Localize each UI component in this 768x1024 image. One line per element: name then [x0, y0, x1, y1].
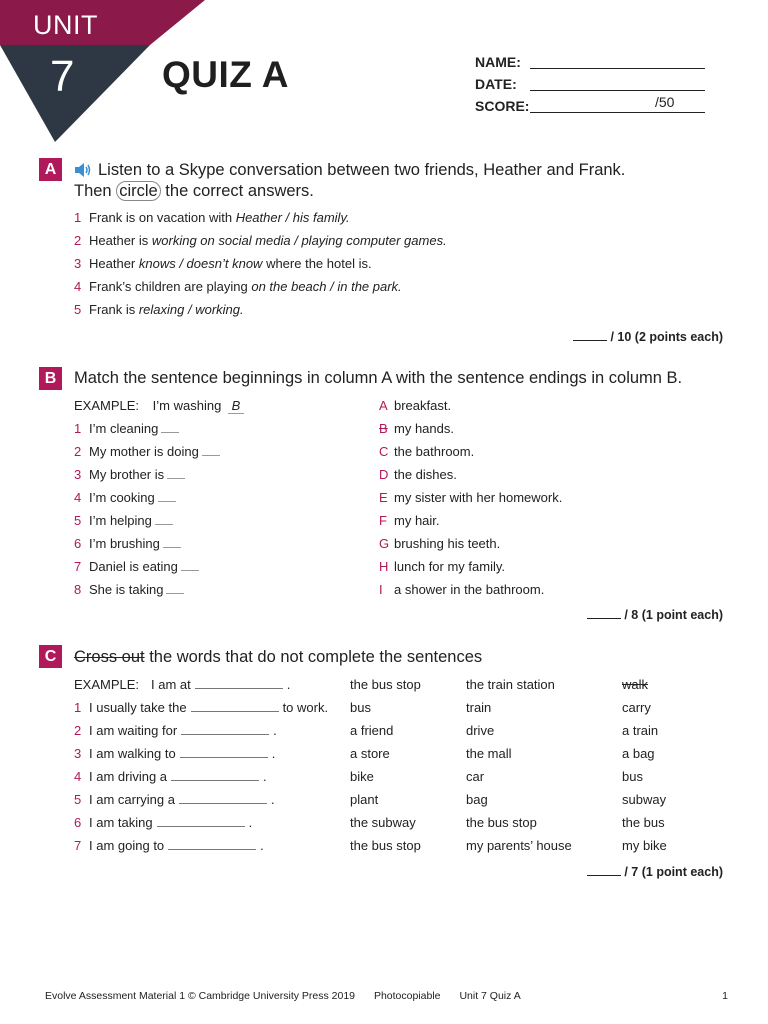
heading-text: the words that do not complete the sentences	[144, 648, 483, 666]
item-text: breakfast.	[394, 398, 452, 413]
item-letter: A	[379, 398, 388, 413]
date-label: DATE:	[475, 76, 517, 92]
score-text: / 10 (2 points each)	[610, 330, 723, 344]
question-text: .	[263, 769, 267, 784]
photocopiable-text: Photocopiable	[373, 990, 441, 1002]
question-number: 4	[74, 279, 82, 294]
item-text: I’m cooking	[89, 490, 155, 505]
item-letter: B	[379, 421, 388, 436]
option-1[interactable]: a friend	[350, 723, 394, 738]
option-3[interactable]: bus	[622, 769, 643, 784]
answer-blank[interactable]	[167, 478, 185, 479]
item-number: 2	[74, 444, 82, 459]
item-text: the bathroom.	[394, 444, 475, 459]
answer-blank[interactable]	[195, 688, 283, 689]
col-b-item	[379, 398, 451, 413]
example-label: EXAMPLE:	[74, 398, 140, 413]
option-3[interactable]: carry	[622, 700, 651, 715]
option-3[interactable]: a train	[622, 723, 659, 738]
option-1[interactable]: plant	[350, 792, 379, 807]
question-a2	[74, 233, 447, 251]
name-label: NAME:	[475, 54, 521, 70]
question-text: I am driving a	[89, 769, 168, 784]
col-b-item	[379, 490, 562, 505]
item-text: my hair.	[394, 513, 440, 528]
answer-blank[interactable]	[171, 780, 259, 781]
col-b-item	[379, 421, 454, 436]
answer-blank[interactable]	[157, 826, 245, 827]
question-number: 1	[74, 700, 82, 715]
score-blank[interactable]	[587, 875, 621, 876]
score-line[interactable]	[530, 112, 705, 113]
col-b-item	[379, 559, 505, 574]
footer	[45, 990, 537, 1002]
option-1[interactable]: the subway	[350, 815, 416, 830]
heading-text: the correct answers.	[160, 182, 314, 200]
question-a5	[74, 302, 244, 320]
page-title: QUIZ A	[162, 54, 290, 95]
question-a1	[74, 210, 350, 228]
answer-options[interactable]: working on social media / playing computer games.	[151, 233, 447, 248]
example-label: EXAMPLE:	[74, 677, 140, 692]
section-b-heading: Match the sentence beginnings in column A with the sentence endings in column B.	[74, 369, 683, 387]
item-text: I’m cleaning	[89, 421, 159, 436]
question-c3	[74, 746, 275, 761]
question-number: 2	[74, 723, 82, 738]
item-text: My brother is	[89, 467, 165, 482]
option-2[interactable]: bag	[466, 792, 488, 807]
option-2[interactable]: drive	[466, 723, 495, 738]
question-text: I usually take the	[89, 700, 187, 715]
score-total: /50	[655, 94, 675, 110]
col-a-item	[74, 467, 185, 482]
answer-blank[interactable]	[180, 757, 268, 758]
item-number: 8	[74, 582, 82, 597]
item-text: brushing his teeth.	[394, 536, 501, 551]
question-a4	[74, 279, 402, 297]
question-a3	[74, 256, 372, 274]
item-letter: G	[379, 536, 390, 551]
option-2[interactable]: train	[466, 700, 492, 715]
score-text: / 7 (1 point each)	[624, 865, 723, 879]
item-text: Daniel is eating	[89, 559, 178, 574]
section-a-badge: A	[39, 158, 62, 181]
example-row	[74, 677, 290, 692]
example-row	[74, 398, 244, 414]
speaker-icon[interactable]	[74, 163, 92, 177]
question-text: I am walking to	[89, 746, 176, 761]
question-text: .	[270, 792, 275, 807]
col-a-item	[74, 536, 181, 551]
name-field[interactable]	[475, 54, 710, 74]
item-text: the dishes.	[394, 467, 457, 482]
answer-blank[interactable]	[155, 524, 173, 525]
answer-blank[interactable]	[191, 711, 279, 712]
item-text: My mother is doing	[89, 444, 199, 459]
page-number: 1	[722, 990, 728, 1002]
section-c-heading	[74, 647, 482, 668]
item-text: a shower in the bathroom.	[394, 582, 545, 597]
strike-text: Cross out	[74, 648, 145, 666]
question-number: 1	[74, 210, 82, 225]
col-a-item	[74, 421, 179, 436]
option-1[interactable]: the bus stop	[350, 838, 421, 853]
section-b-score	[587, 608, 723, 622]
option-2: the train station	[466, 677, 555, 692]
unit-label: UNIT	[33, 10, 98, 40]
col-b-item	[379, 536, 500, 551]
section-b-badge: B	[39, 367, 62, 390]
example-answer: B	[228, 398, 244, 414]
item-text: She is taking	[89, 582, 164, 597]
answer-blank[interactable]	[161, 432, 179, 433]
item-text: I’m brushing	[89, 536, 160, 551]
option-1[interactable]: bike	[350, 769, 374, 784]
option-2[interactable]: the mall	[466, 746, 512, 761]
question-number: 6	[74, 815, 82, 830]
col-a-item	[74, 582, 184, 597]
answer-blank[interactable]	[168, 849, 256, 850]
col-b-item	[379, 582, 544, 597]
question-text: .	[260, 838, 264, 853]
section-a-score	[573, 330, 723, 344]
question-c4	[74, 769, 267, 784]
item-letter: F	[379, 513, 387, 528]
score-blank[interactable]	[587, 618, 621, 619]
option-1[interactable]: bus	[350, 700, 371, 715]
score-blank[interactable]	[573, 340, 607, 341]
question-number: 7	[74, 838, 82, 853]
score-field[interactable]	[475, 94, 710, 118]
col-a-item	[74, 490, 176, 505]
example-text: I am at	[151, 677, 191, 692]
question-number: 3	[74, 746, 82, 761]
section-a-heading-1: Listen to a Skype conversation between two friends, Heather and Frank.	[98, 161, 626, 179]
option-3[interactable]: subway	[622, 792, 667, 807]
example-text: .	[286, 677, 291, 692]
question-c5	[74, 792, 275, 807]
question-text: Heather	[89, 256, 139, 271]
score-label: SCORE:	[475, 98, 530, 114]
question-number: 2	[74, 233, 82, 248]
option-1: the bus stop	[350, 677, 421, 692]
answer-blank[interactable]	[181, 734, 269, 735]
circle-word: circle	[116, 181, 161, 201]
question-text: Frank is on vacation with	[89, 210, 236, 225]
item-letter: E	[379, 490, 388, 505]
name-line[interactable]	[530, 68, 705, 69]
section-c-score	[587, 865, 723, 879]
question-c2	[74, 723, 277, 738]
question-text: I am going to	[89, 838, 165, 853]
question-text: I am waiting for	[89, 723, 178, 738]
section-a-heading-2	[74, 181, 314, 202]
unit-number: 7	[50, 52, 75, 101]
item-letter: C	[379, 444, 389, 459]
question-text: to work.	[282, 700, 329, 715]
question-number: 5	[74, 792, 82, 807]
option-2[interactable]: my parents’ house	[466, 838, 572, 853]
heading-text: Then	[74, 182, 117, 200]
option-1[interactable]: a store	[350, 746, 390, 761]
question-number: 4	[74, 769, 82, 784]
question-text: Heather is	[89, 233, 152, 248]
answer-options[interactable]: relaxing / working.	[138, 302, 244, 317]
item-number: 3	[74, 467, 82, 482]
item-text: my hands.	[394, 421, 454, 436]
col-b-item	[379, 467, 457, 482]
col-a-item	[74, 513, 173, 528]
option-3: walk	[622, 677, 649, 692]
question-text: where the hotel is.	[262, 256, 372, 271]
col-b-item	[379, 444, 474, 459]
question-c6	[74, 815, 252, 830]
option-2[interactable]: the bus stop	[466, 815, 537, 830]
question-text: I am taking	[89, 815, 153, 830]
question-c1	[74, 700, 328, 715]
question-text: .	[271, 746, 276, 761]
item-text: lunch for my family.	[394, 559, 506, 574]
answer-blank[interactable]	[202, 455, 220, 456]
question-text: .	[273, 723, 277, 738]
item-number: 7	[74, 559, 82, 574]
question-number: 3	[74, 256, 82, 271]
answer-blank[interactable]	[166, 593, 184, 594]
answer-blank[interactable]	[179, 803, 267, 804]
col-a-item	[74, 444, 220, 459]
quiz-reference: Unit 7 Quiz A	[459, 990, 521, 1002]
score-text: / 8 (1 point each)	[624, 608, 723, 622]
item-number: 5	[74, 513, 82, 528]
item-letter: I	[379, 582, 383, 597]
item-number: 4	[74, 490, 82, 505]
option-3[interactable]: my bike	[622, 838, 667, 853]
example-text: I’m washing	[152, 398, 222, 413]
answer-blank[interactable]	[181, 570, 199, 571]
option-2[interactable]: car	[466, 769, 485, 784]
answer-options[interactable]: Heather / his family.	[235, 210, 350, 225]
item-letter: H	[379, 559, 389, 574]
item-text: I’m helping	[89, 513, 152, 528]
question-c7	[74, 838, 264, 853]
answer-blank[interactable]	[158, 501, 176, 502]
question-text: I am carrying a	[89, 792, 175, 807]
date-line[interactable]	[530, 90, 705, 91]
answer-options[interactable]: on the beach / in the park.	[251, 279, 402, 294]
item-letter: D	[379, 467, 389, 482]
item-text: my sister with her homework.	[394, 490, 563, 505]
answer-options[interactable]: knows / doesn’t know	[138, 256, 263, 271]
option-3[interactable]: a bag	[622, 746, 655, 761]
question-number: 5	[74, 302, 82, 317]
col-b-item	[379, 513, 440, 528]
question-text: .	[248, 815, 253, 830]
date-field[interactable]	[475, 76, 710, 96]
copyright-text: Evolve Assessment Material 1 © Cambridge University Press 2019	[45, 990, 356, 1002]
question-text: Frank’s children are playing	[89, 279, 252, 294]
col-a-item	[74, 559, 199, 574]
question-text: Frank is	[89, 302, 139, 317]
answer-blank[interactable]	[163, 547, 181, 548]
item-number: 1	[74, 421, 82, 436]
section-c-badge: C	[39, 645, 62, 668]
item-number: 6	[74, 536, 82, 551]
option-3[interactable]: the bus	[622, 815, 665, 830]
